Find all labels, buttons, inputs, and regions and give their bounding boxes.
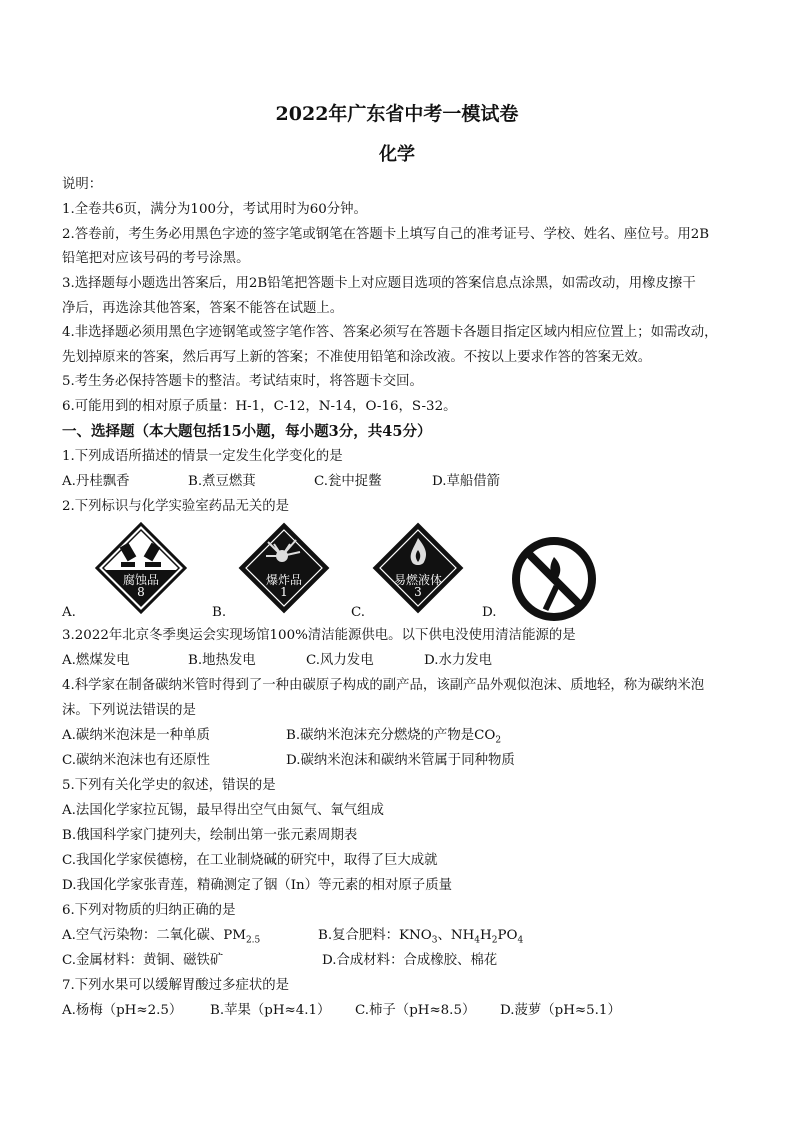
q7-stem: 7.下列水果可以缓解胃酸过多症状的是 <box>62 978 290 993</box>
q1-option-c: C.瓮中捉鳖 <box>314 474 382 489</box>
q6-option-a-subscript: 2.5 <box>245 935 261 946</box>
flammable-liquid-sign <box>372 522 464 614</box>
q2-option-b: B. <box>212 605 227 620</box>
corrosive-sign-number: 8 <box>137 585 145 599</box>
q3-option-c: C.风力发电 <box>306 653 374 668</box>
q6-stem: 6.下列对物质的归纳正确的是 <box>62 903 236 918</box>
q6-option-b-sub1: 3 <box>431 935 438 946</box>
q4-option-b <box>286 727 501 750</box>
q3-stem: 3.2022年北京冬季奥运会实现场馆100%清洁能源供电。以下供电没使用清洁能源的是 <box>62 628 576 643</box>
q2-option-d: D. <box>482 605 497 620</box>
q5-option-b: B.俄国科学家门捷列夫，绘制出第一张元素周期表 <box>62 828 358 843</box>
q3-option-a: A.燃煤发电 <box>62 653 130 668</box>
q6-option-c: C.金属材料：黄铜、磁铁矿 <box>62 953 224 968</box>
corrosive-sign-text: 腐蚀品 <box>122 573 159 587</box>
q3-option-d: D.水力发电 <box>424 653 493 668</box>
q5-option-d: D.我国化学家张青莲，精确测定了铟（In）等元素的相对原子质量 <box>62 878 452 893</box>
q6-option-b-text3: H <box>480 928 492 943</box>
notes-heading: 说明： <box>62 177 103 192</box>
q4-option-c: C.碳纳米泡沫也有还原性 <box>62 753 210 768</box>
q6-option-b-text: B.复合肥料：KNO <box>318 928 432 943</box>
exam-title: 2022年广东省中考一模试卷 <box>275 103 519 125</box>
q4-option-a: A.碳纳米泡沫是一种单质 <box>62 728 210 743</box>
q4-stem-line1: 4.科学家在制备碳纳米管时得到了一种由碳原子构成的副产品，该副产品外观似泡沫、质地轻，称为碳纳米泡 <box>62 678 705 693</box>
q6-option-b-sub4: 4 <box>517 935 524 946</box>
explosive-sign <box>238 522 330 614</box>
note-6: 6.可能用到的相对原子质量：H-1，C-12，N-14，O-16，S-32。 <box>62 399 457 414</box>
q2-option-a: A. <box>62 605 76 620</box>
q4-stem-line2: 沫。下列说法错误的是 <box>62 703 196 718</box>
q6-option-b-sub3: 2 <box>491 935 498 946</box>
section-heading: 一、选择题（本大题包括15小题，每小题3分，共45分） <box>62 423 432 440</box>
no-fire-sign <box>510 535 598 623</box>
note-1: 1.全卷共6页，满分为100分，考试用时为60分钟。 <box>62 202 367 217</box>
q6-option-a-text: A.空气污染物：二氧化碳、PM <box>62 928 246 943</box>
q1-option-d: D.草船借箭 <box>432 474 501 489</box>
flammable-liquid-sign-text: 易燃液体 <box>393 573 442 587</box>
q6-option-b-sub2: 4 <box>474 935 481 946</box>
q7-option-a: A.杨梅（pH≈2.5） <box>62 1003 183 1018</box>
q2-option-c: C. <box>351 605 366 620</box>
note-2-line1: 2.答卷前，考生务必用黑色字迹的签字笔或钢笔在答题卡上填写自己的准考证号、学校、姓名、座位号。用2B <box>62 227 710 242</box>
q1-option-b: B.煮豆燃萁 <box>188 474 256 489</box>
q2-stem: 2.下列标识与化学实验室药品无关的是 <box>62 499 290 514</box>
q7-option-c: C.柿子（pH≈8.5） <box>355 1003 476 1018</box>
note-4-line1: 4.非选择题必须用黑色字迹钢笔或签字笔作答、答案必须写在答题卡各题目指定区域内相应位置上；如需改动， <box>62 325 718 340</box>
explosive-sign-number: 1 <box>280 585 288 599</box>
q5-option-c: C.我国化学家侯德榜，在工业制烧碱的研究中，取得了巨大成就 <box>62 853 438 868</box>
q6-option-b <box>318 927 523 950</box>
explosive-sign-text: 爆炸品 <box>265 573 302 587</box>
q6-option-d: D.合成材料：合成橡胶、棉花 <box>322 953 498 968</box>
note-2-line2: 铅笔把对应该号码的考号涂黑。 <box>62 251 250 266</box>
q7-option-b: B.苹果（pH≈4.1） <box>210 1003 331 1018</box>
q6-option-a <box>62 927 260 950</box>
q4-option-d: D.碳纳米泡沫和碳纳米管属于同种物质 <box>286 753 515 768</box>
note-5: 5.考生务必保持答题卡的整洁。考试结束时，将答题卡交回。 <box>62 374 423 389</box>
q1-stem: 1.下列成语所描述的情景一定发生化学变化的是 <box>62 449 343 464</box>
q1-option-a: A.丹桂飘香 <box>62 474 130 489</box>
q4-option-b-text: B.碳纳米泡沫充分燃烧的产物是CO <box>286 728 496 743</box>
flammable-liquid-sign-number: 3 <box>414 585 422 599</box>
note-3-line1: 3.选择题每小题选出答案后，用2B铅笔把答题卡上对应题目选项的答案信息点涂黑，如需改动，用橡皮擦干 <box>62 276 696 291</box>
subject-title: 化学 <box>379 144 415 165</box>
q3-option-b: B.地热发电 <box>188 653 256 668</box>
q6-option-b-text2: 、NH <box>437 928 475 943</box>
q4-option-b-subscript: 2 <box>495 735 502 746</box>
q7-option-d: D.菠萝（pH≈5.1） <box>500 1003 621 1018</box>
q5-stem: 5.下列有关化学史的叙述，错误的是 <box>62 778 276 793</box>
note-3-line2: 净后，再选涂其他答案，答案不能答在试题上。 <box>62 301 344 316</box>
q5-option-a: A.法国化学家拉瓦锡，最早得出空气由氮气、氧气组成 <box>62 803 384 818</box>
corrosive-sign <box>95 522 187 614</box>
q6-option-b-text4: PO <box>497 928 518 943</box>
note-4-line2: 先划掉原来的答案，然后再写上新的答案；不准使用铅笔和涂改液。不按以上要求作答的答案无效。 <box>62 350 652 365</box>
